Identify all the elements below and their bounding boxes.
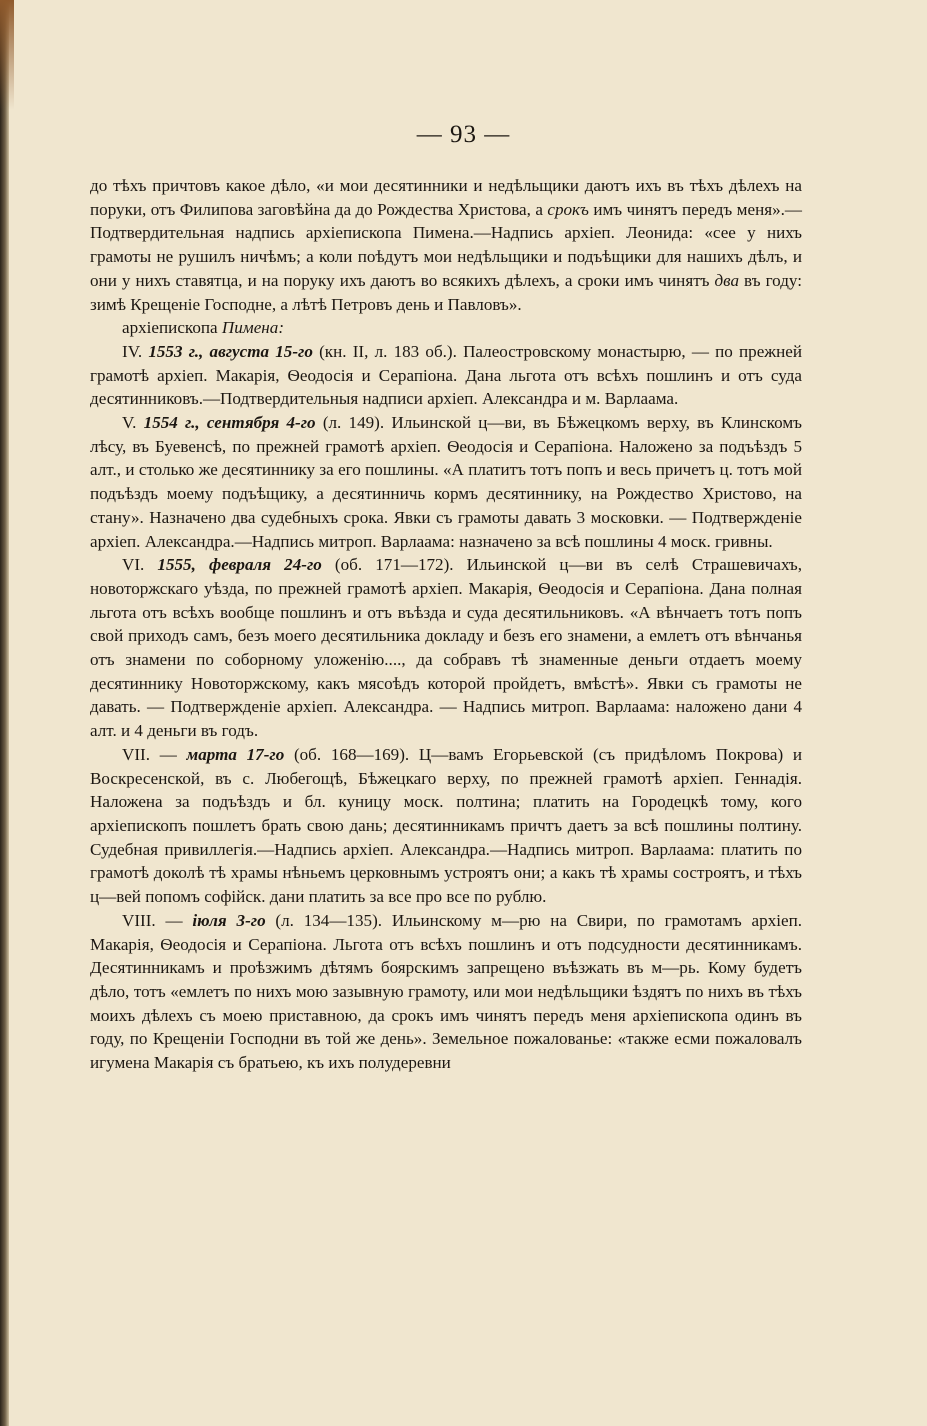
text-segment: въ году: зимѣ Крещеніе Господне, а лѣтѣ Петровъ день и Павловъ».	[90, 270, 802, 314]
paragraph-pimen-caption	[90, 316, 802, 340]
charter-date: 1555, февраля 24-го	[157, 555, 322, 575]
text-segment: (л. 134—135). Ильинскому м—рю на Свири, по грамотамъ архіеп. Макарія, Ѳеодосія и Серапіона. Льгота отъ всѣхъ пошлинъ и отъ подсудности десятинникамъ. Десятинникамъ и проѣзжимъ дѣтямъ боярскимъ запрещено въѣзжать въ м—рь. Кому будетъ дѣло, тотъ «емлетъ по нихъ мою зазывную грамоту, или мои недѣльщики ѣздятъ по нихъ въ тѣхъ моихъ дѣлехъ съ моею приставною, да срокъ имъ чинятъ передъ меня архіепископа одинъ въ году, по Крещеніи Господни въ той же день». Земельное пожалованье: «также есми пожаловалъ игумена Макарія съ братьею, къ ихъ полудеревни	[90, 910, 802, 1073]
body-text	[90, 174, 802, 1075]
charter-number: IV.	[122, 341, 149, 361]
italic-text: срокъ	[547, 199, 589, 219]
charter-number: VIII. —	[122, 910, 193, 930]
charter-number: VI.	[122, 555, 158, 575]
text-segment: имъ чинятъ передъ меня».—Подтвердительная надпись архіепископа Пимена.—Надпись архіеп. Леонида: «сее у нихъ грамоты не рушилъ ничѣмъ; а коли поѣдутъ мои недѣльщики и подъѣщики для нашихъ дѣлъ, и они у нихъ ставятца, и на поруку ихъ даютъ во всякихъ дѣлехъ, а сроки имъ чинятъ	[90, 199, 802, 290]
book-binding-edge	[0, 0, 9, 1426]
charter-number: VII. —	[122, 744, 187, 764]
text-segment: архіепископа	[122, 318, 222, 338]
text-segment: (л. 149). Ильинской ц—ви, въ Бѣжецкомъ верху, въ Клинскомъ лѣсу, въ Буевенсѣ, по прежней грамотѣ архіеп. Ѳеодосія и Серапіона. Наложено за подъѣздъ 5 алт., и столько же десятиннику за его пошлины. «А платитъ тотъ попъ и весь причетъ ц. тотъ мой подъѣздъ моему подъѣщику, а десятинничь кормъ десятиннику, на Рождество Христово, на стану». Назначено два судебныхъ срока. Явки съ грамоты давать 3 московки. — Подтвержденіе архіеп. Александра.—Надпись митроп. Варлаама: назначено за всѣ пошлины 4 моск. гривны.	[90, 413, 802, 551]
paragraph-charter-v	[90, 411, 802, 553]
paragraph-charter-vi	[90, 553, 802, 743]
text-segment: до тѣхъ причтовъ какое дѣло, «и мои десятинники и недѣльщики даютъ ихъ въ тѣхъ дѣлехъ на поруки, отъ Филипова заговѣйна да до Рождества Христова, а	[90, 176, 802, 219]
charter-date: 1554 г., сентября 4-го	[143, 413, 316, 433]
italic-text: Пимена:	[221, 318, 285, 338]
text-segment: (об. 171—172). Ильинской ц—ви въ селѣ Страшевичахъ, новоторжскаго уѣзда, по прежней грамотѣ архіеп. Макарія, Ѳеодосія и Серапіона. Дана полная льгота отъ всѣхъ вообще пошлинъ и отъ въѣзда и суда десятильниковъ. «А вѣнчаетъ тотъ попъ свой приходъ самъ, безъ моего десятильника докладу и безъ его знамени, а емлетъ отъ вѣнчанья отъ знамени по соборному уложенію...., да собравъ тѣ знаменные деньги отдаетъ моему десятиннику Новоторжскому, какъ мясоѣдъ которой пройдетъ, вмѣстѣ». Явки съ грамоты не давать. — Подтвержденіе архіеп. Александра. — Надпись митроп. Варлаама: наложено дани 4 алт. и 4 деньги въ годъ.	[90, 555, 802, 741]
paragraph-charter-vii	[90, 743, 802, 909]
charter-number: V.	[122, 413, 144, 433]
paragraph-charter-iv	[90, 340, 802, 411]
page-number: — 93 —	[416, 121, 511, 148]
charter-date: марта 17-го	[186, 744, 285, 764]
text-segment: (кн. II, л. 183 об.). Палеостровскому монастырю, — по прежней грамотѣ архіеп. Макарія, Ѳеодосія и Серапіона. Дана льгота отъ всѣхъ пошлинъ и отъ суда десятинниковъ.—Подтвердительныя надписи архіеп. Александра и м. Варлаама.	[90, 341, 802, 409]
charter-date: іюля 3-го	[192, 910, 266, 930]
paragraph-continuation	[90, 174, 802, 316]
charter-date: 1553 г., августа 15-го	[148, 341, 313, 361]
italic-text: два	[714, 270, 740, 290]
text-segment: (об. 168—169). Ц—вамъ Егорьевской (съ придѣломъ Покрова) и Воскресенской, въ с. Любегощѣ, Бѣжецкаго верху, по прежней грамотѣ архіеп. Геннадія. Наложена за подъѣздъ и бл. куницу моск. полтина; платить на Городецкѣ тому, кого архіепископъ пошлетъ брать свою дань; десятинникамъ причтъ даетъ за всѣ пошлины полтину. Судебная привиллегія.—Надпись архіеп. Александра.—Надпись митроп. Варлаама: платить по грамотѣ доколѣ тѣ храмы нѣньемъ церковнымъ устроятъ они; а какъ тѣ храмы состроятъ, и тѣхъ ц—вей попомъ софійск. дани платить за все про все по рублю.	[90, 744, 802, 907]
binding-stain	[0, 0, 14, 110]
paragraph-charter-viii	[90, 909, 802, 1075]
